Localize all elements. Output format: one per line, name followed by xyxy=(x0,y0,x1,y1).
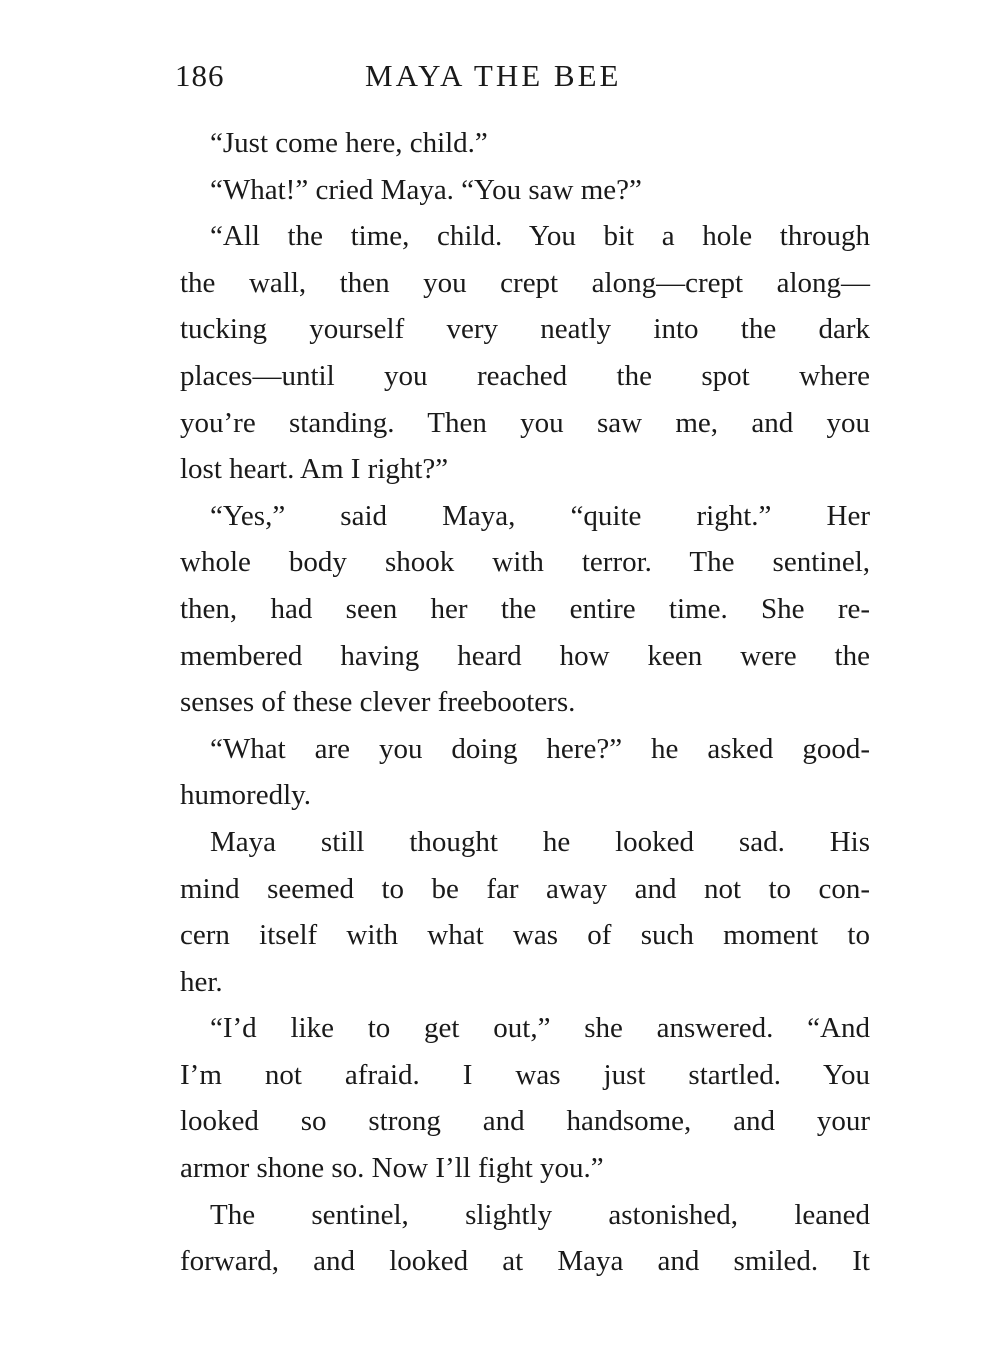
text-line: whole body shook with terror. The sentinel, xyxy=(180,546,870,579)
text-line: “I’d like to get out,” she answered. “And xyxy=(210,1012,870,1045)
text-line: senses of these clever freebooters. xyxy=(180,686,576,719)
text-line: tucking yourself very neatly into the dark xyxy=(180,313,870,346)
text-line: forward, and looked at Maya and smiled. It xyxy=(180,1245,870,1278)
page-header xyxy=(175,58,875,104)
text-line: “Yes,” said Maya, “quite right.” Her xyxy=(210,499,870,532)
text-line: Maya still thought he looked sad. His xyxy=(210,825,870,858)
text-line: “Just come here, child.” xyxy=(210,127,488,159)
running-title: MAYA THE BEE xyxy=(365,58,622,93)
text-line: membered having heard how keen were the xyxy=(180,639,870,672)
text-line: you’re standing. Then you saw me, and you xyxy=(180,406,870,439)
text-line: mind seemed to be far away and not to con- xyxy=(180,872,870,905)
text-line: “What!” cried Maya. “You saw me?” xyxy=(210,173,642,206)
text-line: looked so strong and handsome, and your xyxy=(180,1105,870,1138)
text-line: “What are you doing here?” he asked good- xyxy=(210,732,870,765)
text-line: her. xyxy=(180,965,223,998)
text-line: humoredly. xyxy=(180,779,312,812)
text-line: “All the time, child. You bit a hole through xyxy=(210,220,870,253)
text-line: then, had seen her the entire time. She re- xyxy=(180,592,870,625)
text-line: I’m not afraid. I was just startled. You xyxy=(180,1058,870,1091)
text-line: cern itself with what was of such moment to xyxy=(180,919,870,952)
text-line: lost heart. Am I right?” xyxy=(180,453,449,486)
body-text xyxy=(180,120,870,1285)
text-line: The sentinel, slightly astonished, leaned xyxy=(210,1198,870,1231)
page-number: 186 xyxy=(175,58,225,93)
text-line: armor shone so. Now I’ll fight you.” xyxy=(180,1152,604,1185)
text-line: the wall, then you crept along—crept along— xyxy=(180,266,870,299)
text-line: places—until you reached the spot where xyxy=(180,359,870,392)
